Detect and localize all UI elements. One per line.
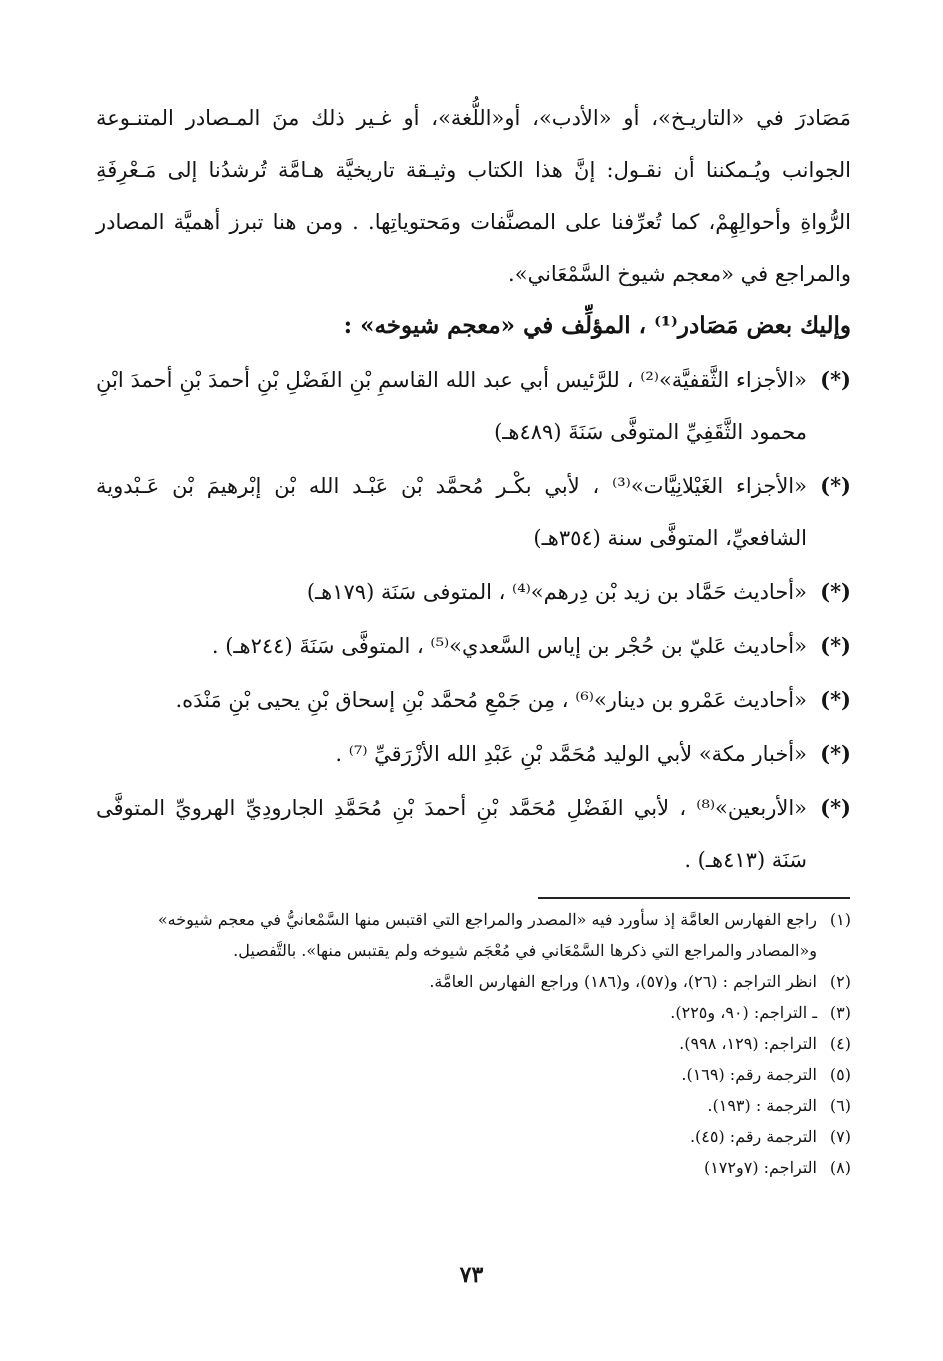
footnote (96, 997, 851, 1028)
footnote-number: (٢) (829, 972, 851, 991)
footnotes (96, 904, 851, 1183)
footnote (96, 904, 851, 966)
sources-heading: وإليك بعض مَصَادر⁽¹⁾ ، المؤلِّف في «معجم شيوخه» : (343, 312, 851, 339)
footnote-divider (538, 897, 850, 899)
footnote-number: (٣) (829, 1003, 851, 1022)
entry-text: «أحاديث حَمَّاد بن زيد بْن دِرهم»⁽⁴⁾ ، المتوفى سَنَة (١٧٩هـ) (306, 580, 807, 604)
source-entry (96, 674, 851, 726)
footnote-text: التراجم: (١٢٩، ٩٩٨). (679, 1034, 817, 1053)
source-entry (96, 354, 851, 458)
entry-marker: (*) (820, 741, 851, 766)
entry-text: «أحاديث عَليّ بن حُجْر بن إياس السَّعدي»⁽⁵⁾ ، المتوفَّى سَنَةَ (٢٤٤هـ) . (211, 634, 807, 658)
main-text (96, 92, 851, 886)
source-entry (96, 460, 851, 564)
footnote-number: (٨) (829, 1158, 851, 1177)
entry-text: «الأجزاء الغَيْلانِيَّات»⁽³⁾ ، لأبي بكْـر مُحمَّد بْن عَبْـد الله بْن إبْرهيمَ بْن عَـبْدوية الشافعيِّ، المتوفَّى سنة (٣٥٤هـ) (96, 474, 807, 550)
footnote (96, 1059, 851, 1090)
footnote-number: (٧) (829, 1127, 851, 1146)
footnote-number: (٤) (829, 1034, 851, 1053)
footnote (96, 1028, 851, 1059)
footnote-text: التراجم: (٧و١٧٢) (703, 1158, 817, 1177)
entry-text: «الأجزاء الثَّقفيَّة»⁽²⁾ ، للرَّئيس أبي عبد الله القاسمِ بْنِ الفَضْلِ بْنِ أحمدَ بْنِ أحمدَ ابْنِ محمود الثَّقَفِيِّ المتوفَّى سَنَةَ (٤٨٩هـ) (96, 368, 807, 444)
entry-marker: (*) (820, 367, 851, 392)
entry-text: «الأربعين»⁽⁸⁾ ، لأبي الفَضْلِ مُحَمَّد بْنِ أحمدَ بْنِ مُحَمَّدِ الجارودِيِّ الهرويِّ المتوفَّى سَنَة (٤١٣هـ) . (96, 796, 807, 872)
footnote-text: ـ التراجم: (٩٠، و٢٢٥). (670, 1003, 817, 1022)
page-number: ٧٣ (459, 1262, 484, 1288)
source-entry (96, 728, 851, 780)
footnote (96, 1121, 851, 1152)
entry-marker: (*) (820, 473, 851, 498)
entry-marker: (*) (820, 687, 851, 712)
entry-text: «أخبار مكة» لأبي الوليد مُحَمَّد بْنِ عَبْدِ الله الأزْرَقيِّ ⁽⁷⁾ . (335, 742, 807, 766)
entry-text: «أحاديث عَمْرو بن دينار»⁽⁶⁾ ، مِن جَمْعِ مُحمَّد بْنِ إسحاق بْنِ يحيى بْنِ مَنْدَه. (175, 688, 807, 712)
footnote (96, 966, 851, 997)
source-entry (96, 620, 851, 672)
entry-marker: (*) (820, 795, 851, 820)
entry-marker: (*) (820, 579, 851, 604)
source-entry (96, 782, 851, 886)
entry-marker: (*) (820, 633, 851, 658)
footnote-text: انظر التراجم : (٢٦)، و(٥٧)، و(١٨٦) وراجع الفهارس العامَّة. (429, 972, 817, 991)
footnote-number: (١) (829, 910, 851, 929)
footnote-text: الترجمة رقم: (١٦٩). (681, 1065, 817, 1084)
footnote-text: الترجمة رقم: (٤٥). (689, 1127, 817, 1146)
source-entry (96, 566, 851, 618)
footnote (96, 1090, 851, 1121)
footnote-text: راجع الفهارس العامَّة إذ سأورد فيه «المصدر والمراجع التي اقتبس منها السَّمْعانيُّ في معجم شيوخه» و«المصادر والمراجع التي ذكرها السَّمْعَاني في مُعْجَم شيوخه ولم يقتبس منها». بالتَّفصيل. (157, 910, 817, 960)
footnote-number: (٥) (829, 1065, 851, 1084)
footnote-text: الترجمة : (١٩٣). (707, 1096, 817, 1115)
footnote-number: (٦) (829, 1096, 851, 1115)
intro-paragraph: مَصَادرَ في «التاريـخ»، أو «الأدب»، أو«اللُّغة»، أو غـير ذلك منَ المـصادر المتنـوعة الجوانب ويُـمكننا أن نقـول: إنَّ هذا الكتاب وثيـقة تاريخيَّة هـامَّة تُرشدُنا إلى مَـعْرِفَةِ الرُّواةِ وأحوالِهِمْ، كما تُعرِّفنا على المصنَّفات ومَحتوياتِها. . ومن هنا تبرز أهميَّة المصادر والمراجع في «معجم شيوخ السَّمْعَاني». (96, 106, 851, 286)
footnote (96, 1152, 851, 1183)
